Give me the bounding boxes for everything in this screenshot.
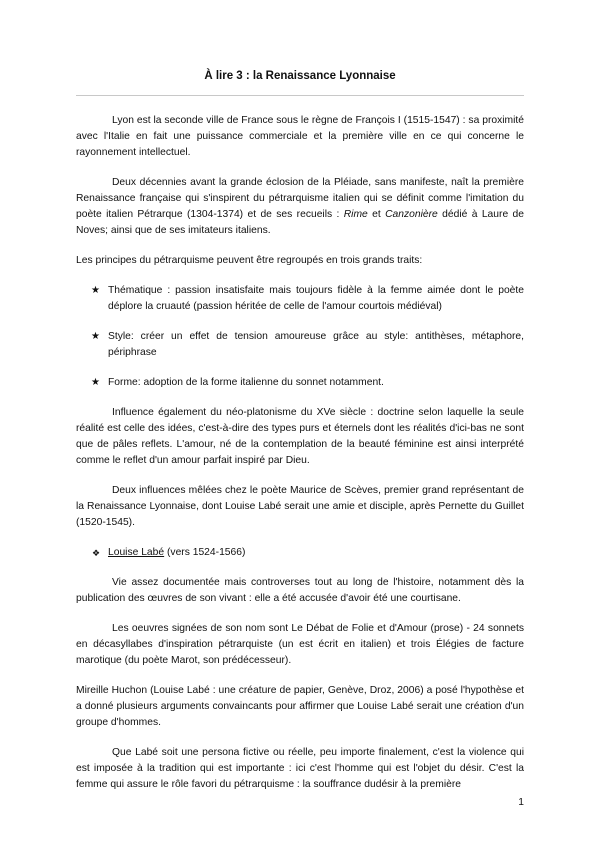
paragraph-oeuvres: Les oeuvres signées de son nom sont Le Débat de Folie et d'Amour (prose) - 24 sonnets en décasyllabes d'inspiration pétrarquiste (un est écrit en italien) et trois Élégies de facture marotique (du poète Marot, son prédécesseur). [76,623,524,666]
list-item [76,329,524,361]
list-item [76,375,524,391]
paragraph-petrarquisme-start: Deux décennies avant la grande éclosion de la Pléiade, sans manifeste, naît la première Renaissance française qui s'inspirent du pétrarquisme italien qui se définit comme l'imitation du poète italien Pétrarque (1304-1374) et de ses recueils : [76,177,524,220]
page-number: 1 [518,797,524,808]
paragraph-huchon: Mireille Huchon (Louise Labé : une créature de papier, Genève, Droz, 2006) a posé l'hypothèse et a donné plusieurs arguments convaincants pour affirmer que Louise Labé serait une création d'un groupe d'hommes. [76,685,524,728]
list-item [76,283,524,315]
title-rime: Rime [343,209,368,220]
paragraph-vie: Vie assez documentée mais controverses tout au long de l'histoire, notamment dès la publication des œuvres de son vivant : elle a été accusée d'avoir été une courtisane. [76,577,524,604]
conjunction-text: et [367,209,386,220]
page-title: À lire 3 : la Renaissance Lyonnaise [204,70,396,82]
diamond-bullet-icon: ❖ [92,548,101,558]
paragraph-neoplatonisme: Influence également du néo-platonisme du XVe siècle : doctrine selon laquelle la seule réalité est celle des idées, c'est-à-dire des types purs et éternels dont les réalités d'ici-bas ne sont que de pâles reflets. L'amour, né de la contemplation de la beauté féminine est ainsi interprété comme le reflet d'un amour parfait inspiré par Dieu. [76,407,524,466]
subsection-name: Louise Labé [108,547,165,558]
list-item-text: Style: créer un effet de tension amoureuse grâce au style: antithèses, métaphore, périphrase [108,331,524,358]
list-item-text: Forme: adoption de la forme italienne du sonnet notamment. [108,377,384,388]
list-item-text: Thématique : passion insatisfaite mais toujours fidèle à la femme aimée dont le poète déplore la cruauté (passion héritée de celle de l'amour courtois médiéval) [108,285,524,312]
paragraph-sceves: Deux influences mêlées chez le poète Maurice de Scèves, premier grand représentant de la Renaissance Lyonnaise, dont Louise Labé serait une amie et disciple, après Pernette du Guillet (1520-1545). [76,485,524,528]
subsection-heading [76,545,524,561]
star-bullet-icon: ★ [91,331,100,342]
paragraph-petrarquisme [76,175,524,239]
star-bullet-icon: ★ [91,377,100,388]
star-bullet-icon: ★ [91,285,100,296]
title-divider [76,95,524,96]
principles-list [76,283,524,391]
subsection-dates: (vers 1524-1566) [164,547,246,558]
paragraph-petrarquisme-end: dédié à Laure de Noves; ainsi que de ses imitateurs italiens. [76,209,524,236]
paragraph-principes: Les principes du pétrarquisme peuvent être regroupés en trois grands traits: [76,255,423,266]
document-body [76,113,524,807]
paragraph-lyon: Lyon est la seconde ville de France sous le règne de François I (1515-1547) : sa proximité avec l'Italie en fait une puissance commerciale et la première ville en ce qui concerne le rayonnement intellectuel. [76,115,524,158]
paragraph-persona: Que Labé soit une persona fictive ou réelle, peu importe finalement, c'est la violence qui est imposée à la tradition qui est importante : ici c'est l'homme qui est l'objet du désir. C'est la femme qui assure le rôle favori du pétrarquisme : la souffrance dudésir à la première [76,747,524,790]
title-canzoniere: Canzonière [385,209,438,220]
